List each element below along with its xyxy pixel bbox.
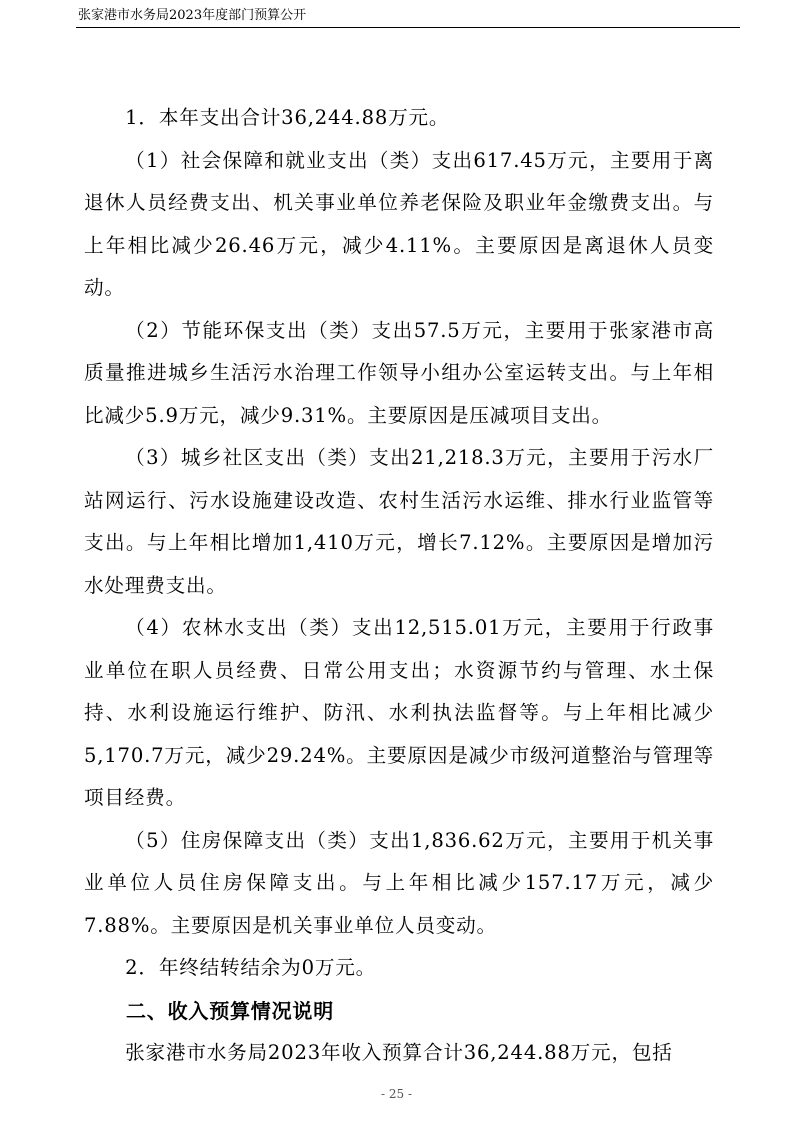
paragraph-urban-rural: （3）城乡社区支出（类）支出21,218.3万元，主要用于污水厂站网运行、污水设施建设改造、农村生活污水运维、排水行业监管等支出。与上年相比增加1,410万元，增长7.12%。主要原因是增加污水处理费支出。	[84, 446, 714, 597]
paragraph-total-expenditure: 1．本年支出合计36,244.88万元。	[125, 106, 450, 129]
paragraph-social-security: （1）社会保障和就业支出（类）支出617.45万元，主要用于离退休人员经费支出、机关事业单位养老保险及职业年金缴费支出。与上年相比减少26.46万元，减少4.11%。主要原因是离退休人员变动。	[84, 148, 714, 299]
header-divider	[76, 27, 740, 28]
paragraph-carryover: 2．年终结转结余为0万元。	[125, 956, 377, 979]
paragraph-housing: （5）住房保障支出（类）支出1,836.62万元，主要用于机关事业单位人员住房保障支出。与上年相比减少157.17万元，减少7.88%。主要原因是机关事业单位人员变动。	[84, 828, 714, 937]
paragraph-environmental: （2）节能环保支出（类）支出57.5万元，主要用于张家港市高质量推进城乡生活污水治理工作领导小组办公室运转支出。与上年相比减少5.9万元，减少9.31%。主要原因是压减项目支出。	[84, 318, 714, 427]
page-number: - 25 -	[380, 1087, 412, 1101]
running-header: 张家港市水务局2023年度部门预算公开	[78, 8, 307, 23]
document-body	[84, 97, 714, 1075]
paragraph-income-intro: 张家港市水务局2023年收入预算合计36,244.88万元，包括	[125, 1041, 673, 1064]
paragraph-agriculture-water: （4）农林水支出（类）支出12,515.01万元，主要用于行政事业单位在职人员经费、日常公用支出；水资源节约与管理、水土保持、水利设施运行维护、防汛、水利执法监督等。与上年相比减少5,170.7万元，减少29.24%。主要原因是减少市级河道整治与管理等项目经费。	[84, 616, 714, 809]
section-heading-income: 二、收入预算情况说明	[126, 998, 334, 1023]
